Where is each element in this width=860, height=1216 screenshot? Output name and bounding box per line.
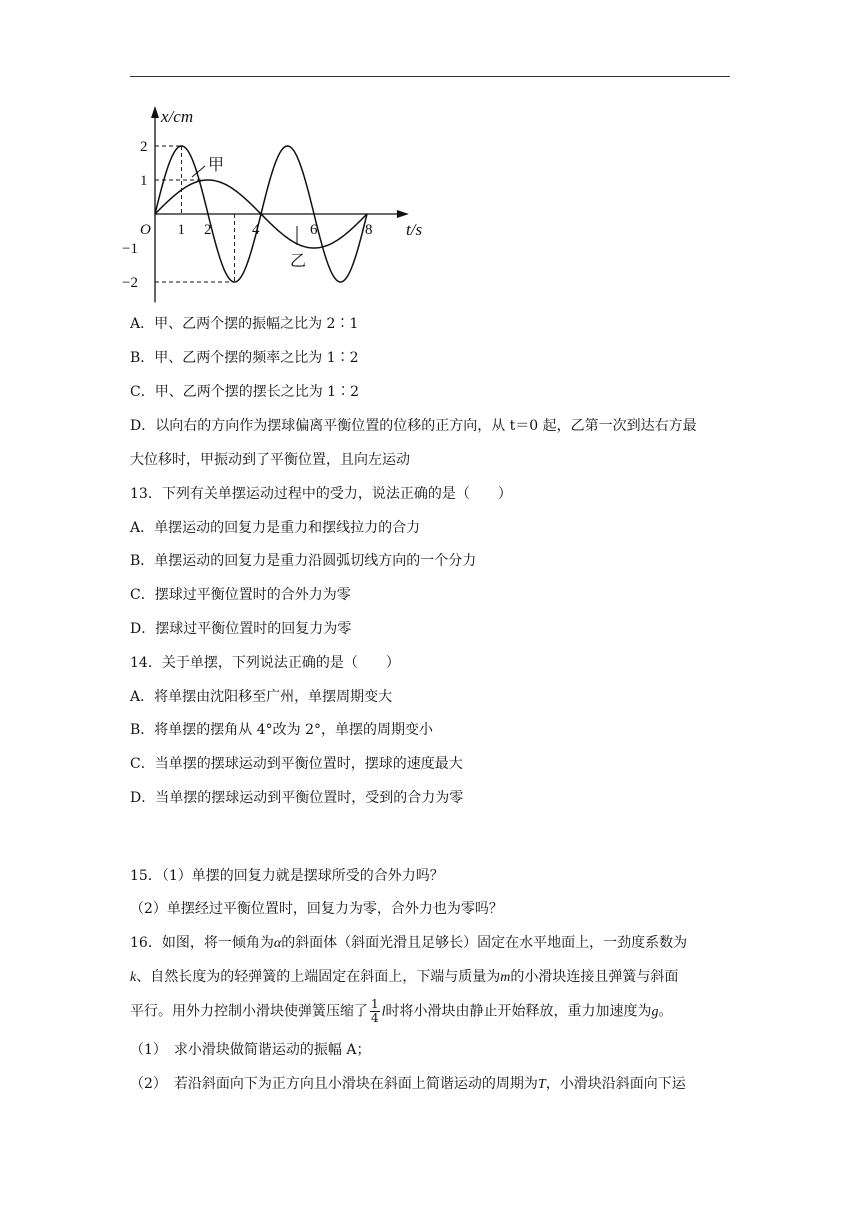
var-alpha: α <box>273 936 282 951</box>
q16-line1-text-a: 16．如图，将一倾角为 <box>130 935 274 951</box>
var-T: T <box>537 1077 546 1092</box>
q12-option-d-line1: D．以向右的方向作为摆球偏离平衡位置的位移的正方向，从 t＝0 起，乙第一次到达右方最 <box>130 418 697 434</box>
q16-line2-text-a: 、自然长度为的轻弹簧的上端固定在斜面上，下端与质量为 <box>136 969 501 985</box>
y-tick-label: −1 <box>122 241 138 257</box>
y-tick-label: 1 <box>140 173 148 189</box>
q14-option-d: D．当单摆的摆球运动到平衡位置时，受到的合力为零 <box>130 790 464 806</box>
q14-option-b: B．将单摆的摆角从 4°改为 2°，单摆的周期变小 <box>130 722 434 738</box>
header-rule <box>130 76 730 77</box>
q16-part1: （1） 求小滑块做简谐运动的振幅 A； <box>130 1042 371 1058</box>
q12-option-b: B．甲、乙两个摆的频率之比为 1∶2 <box>130 350 359 366</box>
q15-part2: （2）单摆经过平衡位置时，回复力为零，合外力也为零吗？ <box>130 901 503 917</box>
q12-option-d-line2: 大位移时，甲振动到了平衡位置，且向左运动 <box>130 452 410 468</box>
fraction-one-quarter <box>370 998 380 1025</box>
var-m: m <box>500 970 511 985</box>
x-axis-arrow <box>397 210 409 218</box>
x-tick-label: 6 <box>310 222 318 238</box>
q16-line2-text-b: 的小滑块连接且弹簧与斜面 <box>510 969 679 985</box>
q15-part1: 15．（1）单摆的回复力就是摆球所受的合外力吗？ <box>130 868 444 884</box>
y-tick-label: 2 <box>140 139 148 155</box>
series-label-yi: 乙 <box>290 251 307 270</box>
x-tick-label: 1 <box>177 222 185 238</box>
fraction-numerator: 1 <box>371 997 379 1011</box>
q14-option-c: C．当单摆的摆球运动到平衡位置时，摆球的速度最大 <box>130 756 463 772</box>
q16-line3 <box>130 998 673 1025</box>
q14-option-a: A．将单摆由沈阳移至广州，单摆周期变大 <box>130 689 393 705</box>
q16-part2 <box>130 1074 686 1095</box>
x-tick-label: 2 <box>204 222 212 238</box>
q16-line1 <box>130 933 687 954</box>
origin-label: O <box>140 222 151 238</box>
q16-line3-text-a: 平行。用外力控制小滑块使弹簧压缩了 <box>130 1003 368 1020</box>
y-axis-label: x/cm <box>161 107 194 126</box>
q16-line3-text-c: 。 <box>658 1003 673 1020</box>
q16-line2 <box>130 967 678 988</box>
var-l: l <box>381 1004 386 1020</box>
q13-option-c: C．摆球过平衡位置时的合外力为零 <box>130 587 351 603</box>
q16-line3-text-b: 时将小滑块由静止开始释放，重力加速度为 <box>385 1003 652 1020</box>
q16-part2-text-a: （2） 若沿斜面向下为正方向且小滑块在斜面上简谐运动的周期为 <box>130 1076 538 1092</box>
q13-option-d: D．摆球过平衡位置时的回复力为零 <box>130 621 352 637</box>
q16-part2-text-b: ，小滑块沿斜面向下运 <box>545 1076 686 1092</box>
x-axis-label: t/s <box>406 220 423 239</box>
var-g: g <box>651 1004 659 1020</box>
x-tick-label: 4 <box>252 222 260 238</box>
q13-option-a: A．单摆运动的回复力是重力和摆线拉力的合力 <box>130 520 421 536</box>
series-label-jia: 甲 <box>208 155 225 174</box>
y-axis-arrow <box>151 106 159 118</box>
fraction-denominator: 4 <box>371 1011 379 1025</box>
q14-stem: 14．关于单摆，下列说法正确的是（ ） <box>130 655 400 671</box>
q12-option-c: C．甲、乙两个摆的摆长之比为 1∶2 <box>130 384 359 400</box>
q13-option-b: B．单摆运动的回复力是重力沿圆弧切线方向的一个分力 <box>130 553 477 569</box>
oscillation-chart <box>120 100 440 312</box>
y-tick-label: −2 <box>122 275 138 291</box>
q13-stem: 13．下列有关单摆运动过程中的受力，说法正确的是（ ） <box>130 486 512 502</box>
q16-line1-text-b: 的斜面体（斜面光滑且足够长）固定在水平地面上，一劲度系数为 <box>281 935 688 951</box>
q12-option-a: A．甲、乙两个摆的振幅之比为 2∶1 <box>130 316 359 332</box>
var-k: k <box>130 970 137 985</box>
x-tick-label: 8 <box>365 222 373 238</box>
